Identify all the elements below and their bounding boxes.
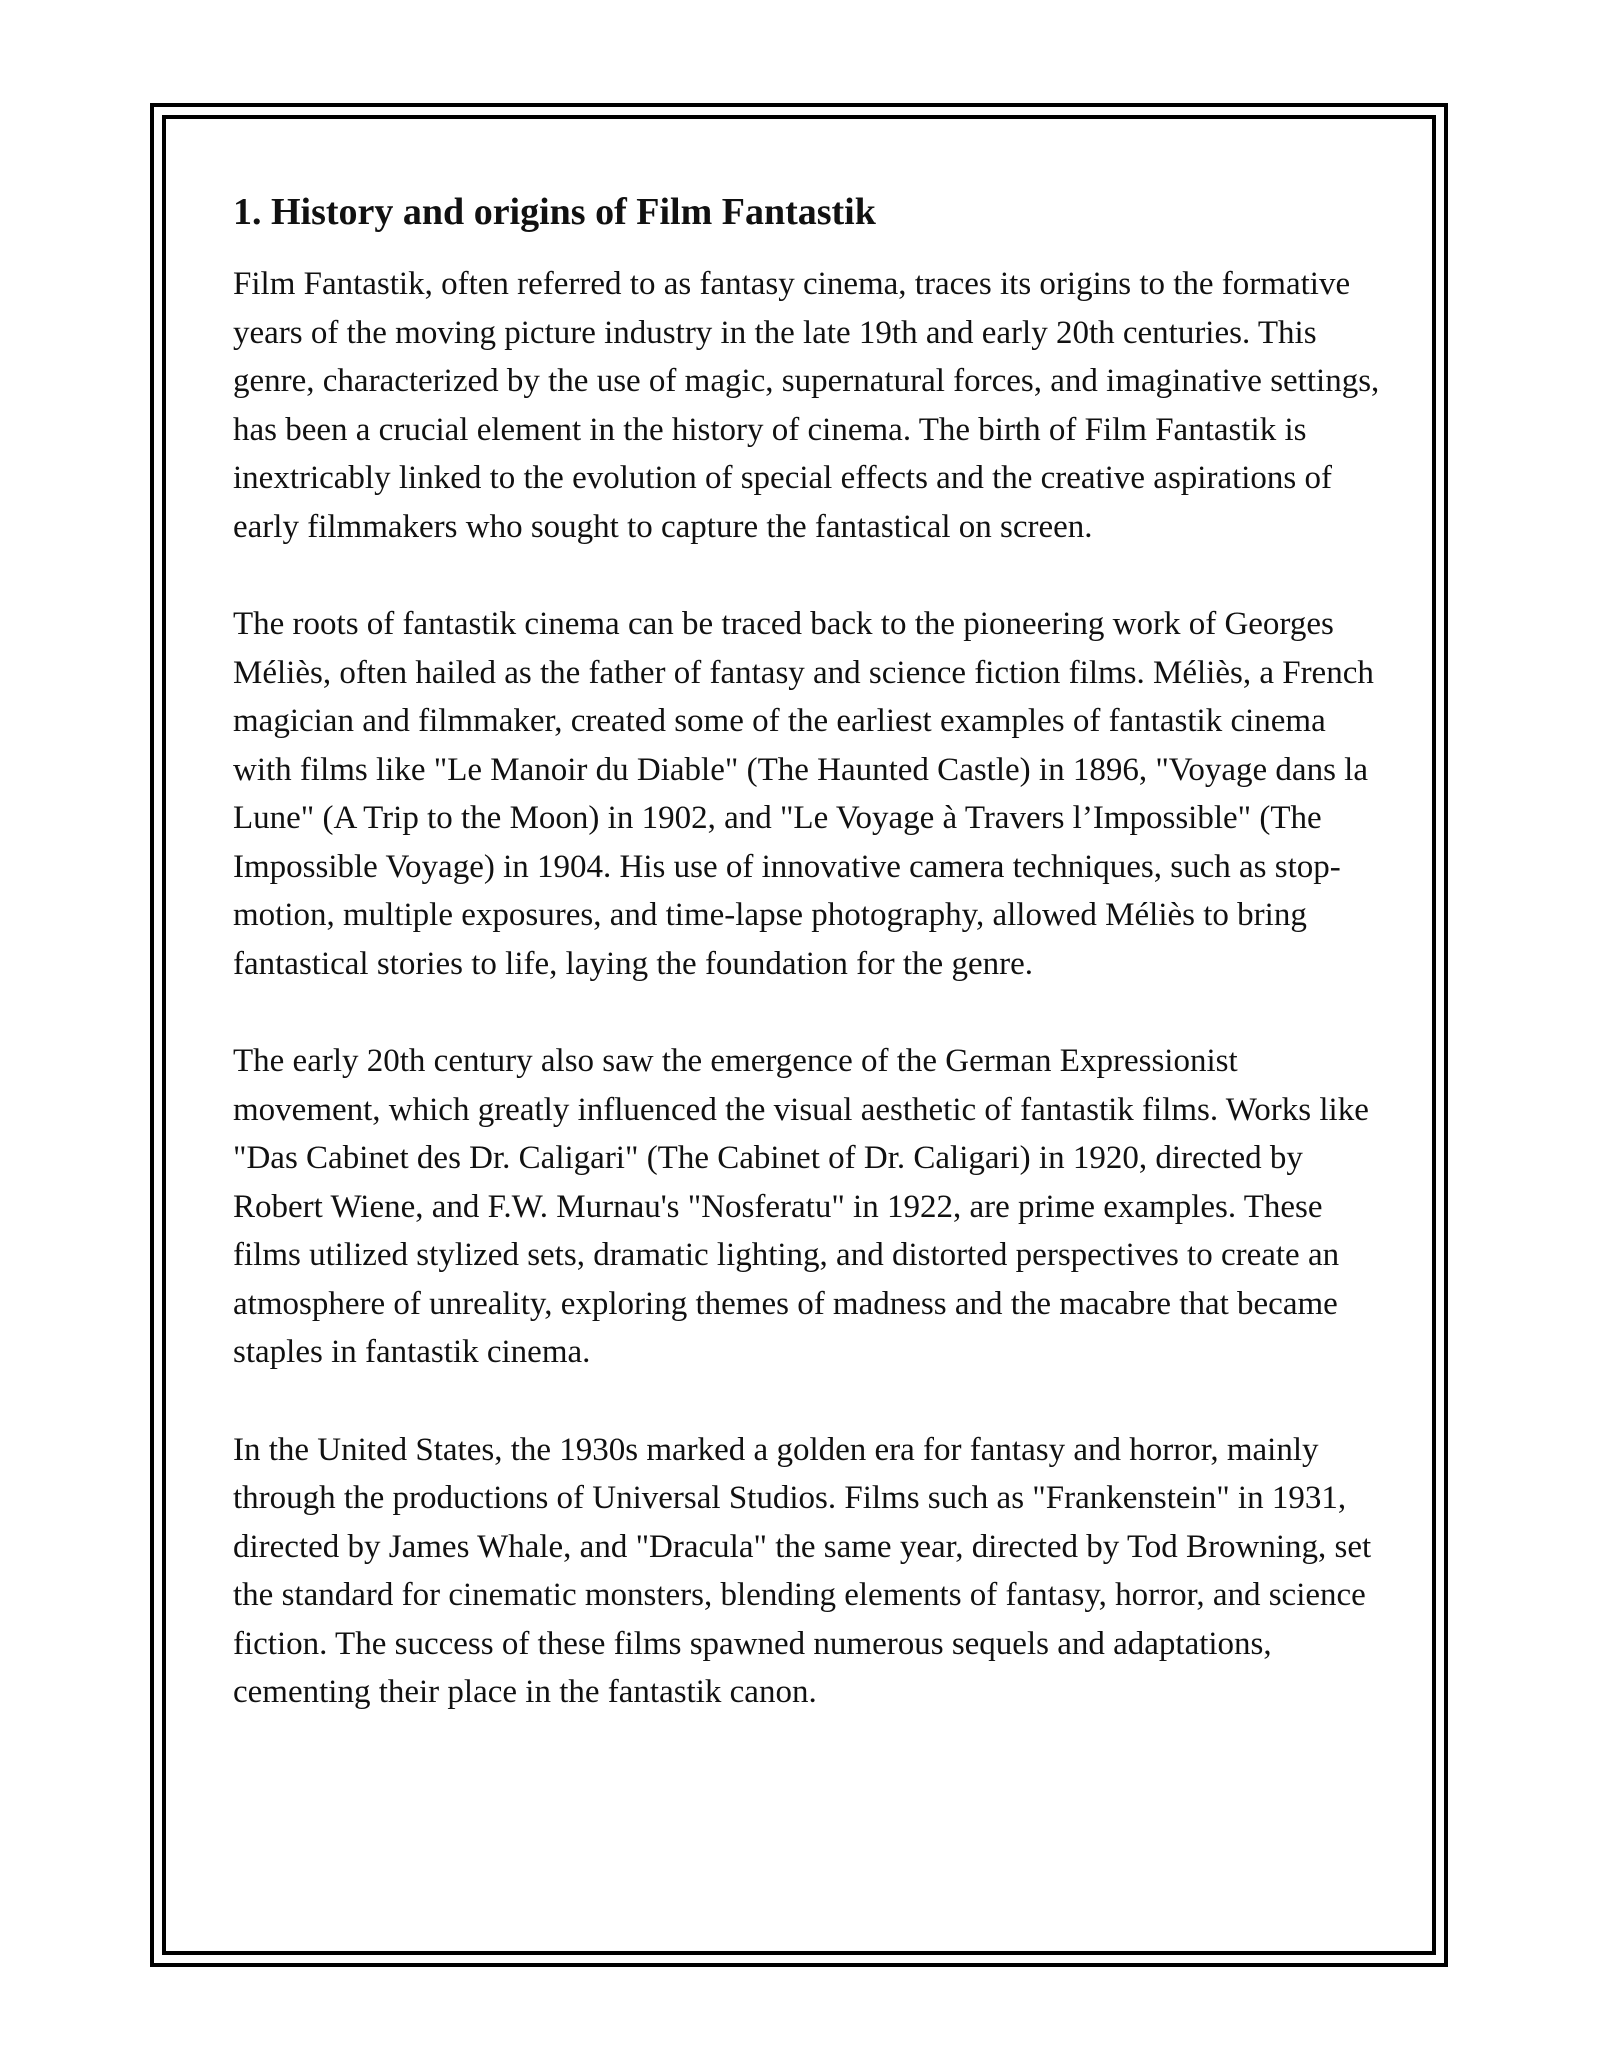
paragraph-origins: Film Fantastik, often referred to as fantasy cinema, traces its origins to the formative years of the moving picture industry in the late 19th and early 20th centuries. This genre, characterized by the use of magic, supernatural forces, and imaginative settings, has been a crucial element in the history of cinema. The birth of Film Fantastik is inextricably linked to the evolution of special effects and the creative aspirations of early filmmakers who sought to capture the fantastical on screen.	[233, 266, 1380, 545]
paragraph-universal-studios: In the United States, the 1930s marked a golden era for fantasy and horror, mainly through the productions of Universal Studios. Films such as "Frankenstein" in 1931, directed by James Whale, and "Dracula" the same year, directed by Tod Browning, set the standard for cinematic monsters, blending elements of fantasy, horror, and science fiction. The success of these films spawned numerous sequels and adaptations, cementing their place in the fantastik canon.	[233, 1431, 1372, 1710]
document-content	[233, 186, 1383, 1766]
section-heading: 1. History and origins of Film Fantastik	[233, 191, 876, 233]
paragraph-melies: The roots of fantastik cinema can be traced back to the pioneering work of Georges Méliès, often hailed as the father of fantasy and science fiction films. Méliès, a French magician and filmmaker, created some of the earliest examples of fantastik cinema with films like "Le Manoir du Diable" (The Haunted Castle) in 1896, "Voyage dans la Lune" (A Trip to the Moon) in 1902, and "Le Voyage à Travers l’Impossible" (The Impossible Voyage) in 1904. His use of innovative camera techniques, such as stop-motion, multiple exposures, and time-lapse photography, allowed Méliès to bring fantastical stories to life, laying the foundation for the genre.	[233, 606, 1374, 982]
paragraph-german-expressionism: The early 20th century also saw the emergence of the German Expressionist movement, which greatly influenced the visual aesthetic of fantastik films. Works like "Das Cabinet des Dr. Caligari" (The Cabinet of Dr. Caligari) in 1920, directed by Robert Wiene, and F.W. Murnau's "Nosferatu" in 1922, are prime examples. These films utilized stylized sets, dramatic lighting, and distorted perspectives to create an atmosphere of unreality, exploring themes of madness and the macabre that became staples in fantastik cinema.	[233, 1043, 1369, 1370]
